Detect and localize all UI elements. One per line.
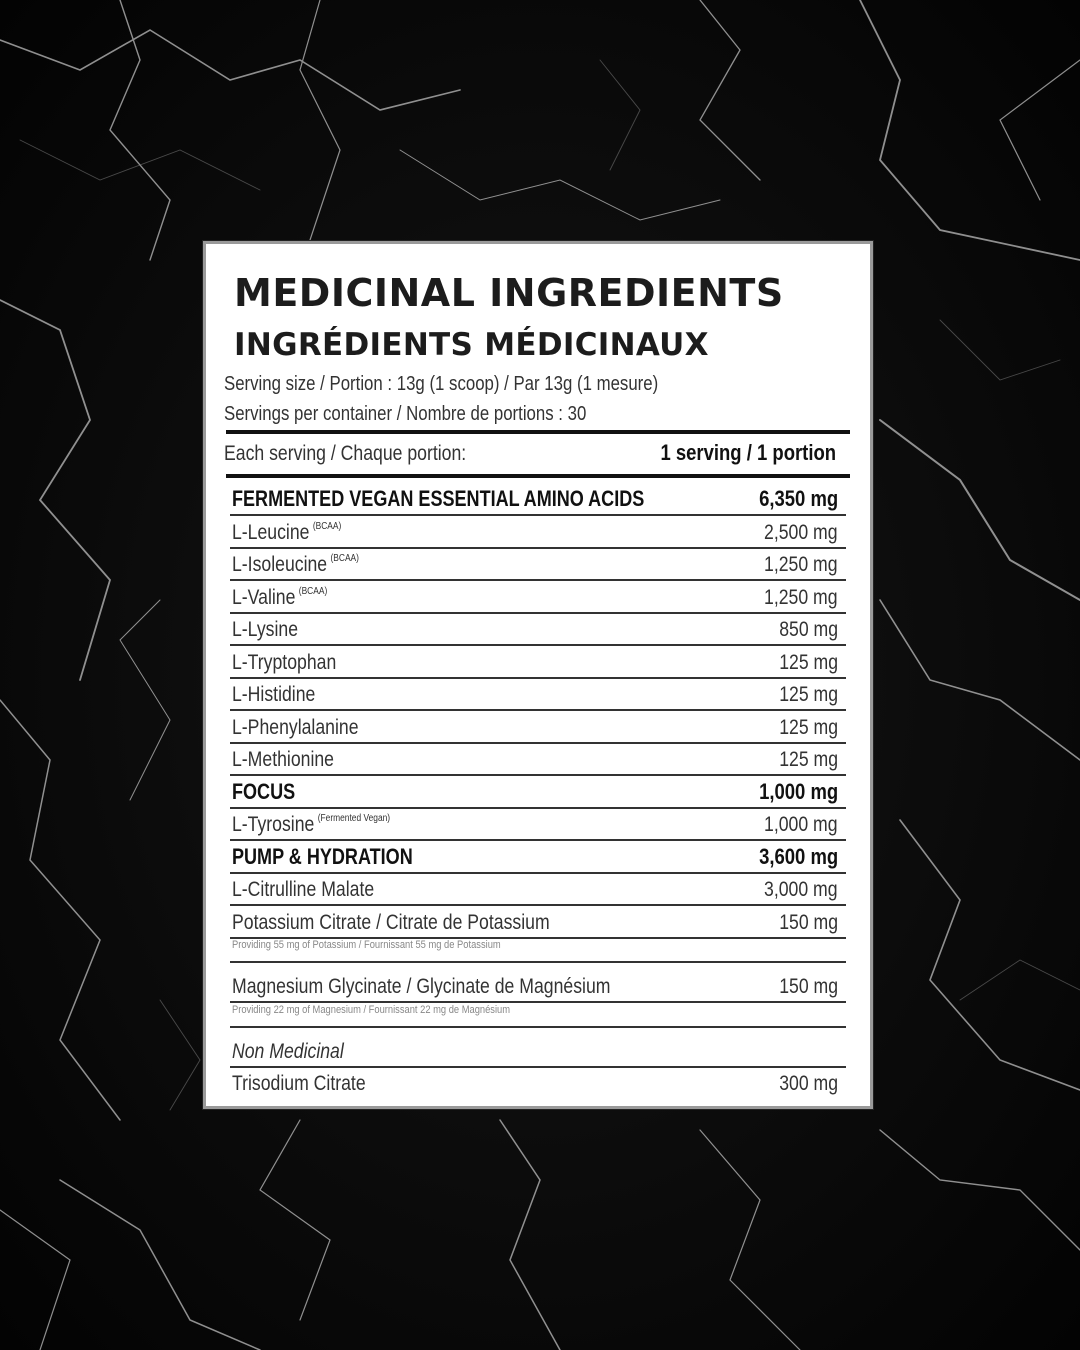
non-medicinal-header xyxy=(230,1034,846,1068)
ingredient-name: L-Tyrosine $^{(Fermented Vegan)}$ xyxy=(232,813,391,836)
each-serving-row xyxy=(226,436,850,470)
ingredient-name: L-Lysine xyxy=(232,618,299,641)
divider-thick xyxy=(226,474,850,478)
ingredient-name: Trisodium Citrate xyxy=(232,1072,366,1095)
ingredient-name: L-Phenylalanine xyxy=(232,715,359,739)
ingredient-note: Providing 55 mg of Potassium / Fournissant 55 mg de Potassium xyxy=(232,939,501,951)
ingredient-name: L-Methionine xyxy=(232,748,334,771)
ingredients-label xyxy=(203,241,873,1109)
ingredient-amount: 1,250 mg xyxy=(764,553,838,576)
ingredient-row xyxy=(230,905,846,939)
ingredient-tag: (BCAA) xyxy=(312,520,342,532)
title-english: MEDICINAL INGREDIENTS xyxy=(234,271,784,315)
servings-per-container: Servings per container / Nombre de portions : 30 xyxy=(224,403,587,425)
serving-size: Serving size / Portion : 13g (1 scoop) / Par 13g (1 mesure) xyxy=(224,373,659,395)
ingredient-row xyxy=(230,515,846,549)
ingredient-amount: 1,000 mg xyxy=(758,778,838,804)
ingredient-amount: 3,600 mg xyxy=(758,843,838,869)
ingredient-row xyxy=(230,612,846,646)
ingredient-row xyxy=(230,677,846,711)
ingredient-amount: 1,000 mg xyxy=(764,813,838,836)
divider-thin xyxy=(230,961,846,963)
ingredient-name: Non Medicinal xyxy=(232,1039,344,1063)
each-serving-label: Each serving / Chaque portion: xyxy=(224,442,467,465)
ingredient-name: L-Leucine $^{(BCAA)}$ xyxy=(232,520,342,544)
ingredient-row xyxy=(230,872,846,906)
ingredient-note: Providing 22 mg of Magnesium / Fournissant 22 mg de Magnésium xyxy=(232,1003,511,1016)
ingredient-amount: 125 mg xyxy=(779,650,838,674)
ingredient-tag: (BCAA) xyxy=(330,553,359,564)
ingredient-name: FOCUS xyxy=(232,778,296,804)
divider-thin xyxy=(230,1026,846,1028)
ingredient-amount: 125 mg xyxy=(779,683,838,706)
ingredient-row xyxy=(230,547,846,581)
ingredient-name: Potassium Citrate / Citrate de Potassium xyxy=(232,910,550,934)
ingredient-name: L-Citrulline Malate xyxy=(232,878,375,901)
divider-thick xyxy=(226,430,850,434)
ingredient-row xyxy=(230,710,846,744)
ingredient-row xyxy=(230,742,846,776)
ingredient-amount: 300 mg xyxy=(779,1072,838,1095)
ingredient-amount: 150 mg xyxy=(779,975,838,998)
ingredient-name: L-Tryptophan xyxy=(232,650,337,674)
ingredient-amount: 125 mg xyxy=(779,748,838,771)
ingredient-tag: (Fermented Vegan) xyxy=(317,813,391,824)
group-header-row xyxy=(230,840,846,874)
title-french: INGRÉDIENTS MÉDICINAUX xyxy=(234,327,709,363)
ingredient-name: L-Valine $^{(BCAA)}$ xyxy=(232,585,328,609)
ingredient-amount: 6,350 mg xyxy=(758,486,838,511)
group-header-row xyxy=(230,775,846,809)
ingredient-name: Magnesium Glycinate / Glycinate de Magnésium xyxy=(232,975,611,998)
each-serving-value: 1 serving / 1 portion xyxy=(660,440,836,465)
ingredient-amount: 1,250 mg xyxy=(764,585,838,609)
ingredient-row xyxy=(230,580,846,614)
ingredient-name: FERMENTED VEGAN ESSENTIAL AMINO ACIDS xyxy=(232,486,645,511)
ingredient-amount: 2,500 mg xyxy=(764,520,838,544)
ingredient-row xyxy=(230,807,846,841)
ingredient-amount: 3,000 mg xyxy=(764,878,838,901)
ingredient-row xyxy=(230,969,846,1003)
ingredient-tag: (BCAA) xyxy=(298,585,328,597)
ingredient-amount: 125 mg xyxy=(779,715,838,739)
ingredient-name: L-Isoleucine $^{(BCAA)}$ xyxy=(232,553,359,576)
ingredient-row xyxy=(230,645,846,679)
ingredient-name: L-Histidine xyxy=(232,683,316,706)
group-header-row xyxy=(230,482,846,516)
ingredient-amount: 150 mg xyxy=(779,910,838,934)
ingredient-amount: 850 mg xyxy=(779,618,838,641)
ingredient-name: PUMP & HYDRATION xyxy=(232,843,413,869)
non-medicinal-row xyxy=(230,1066,846,1098)
